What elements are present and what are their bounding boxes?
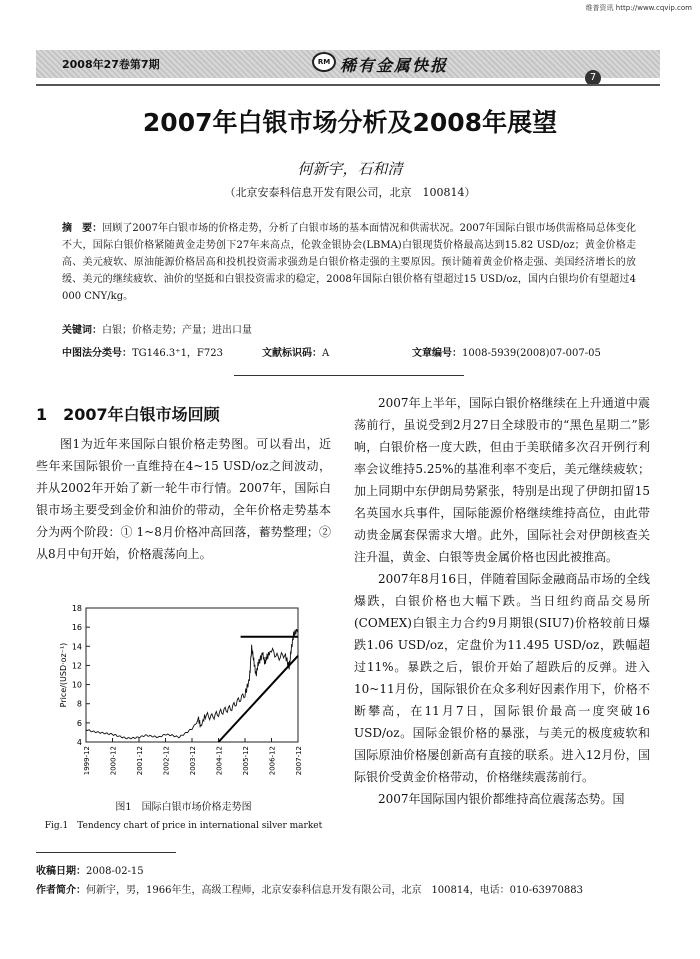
authors: 何新宇，石和清: [297, 160, 403, 178]
plot-frame: [86, 608, 298, 742]
abstract-text: 回顾了2007年白银市场的价格走势，分析了白银市场的基本面情况和供需状况。2007年国际白银市场供需格局总体变化不大，国际白银价格紧随黄金走势创下27年来高点，伦敦金银协会(LBMA)白银现货价格最高达到15.82 USD/oz；黄金价格走高、美元疲软、原油能源价格居高和投机投资需求强劲是白银价格走强的主要原因。预计随着黄金价格走强、美国经济增长的放缓、美元的继续疲软、油价的坚挺和白银投资需求的稳定，2008年国际白银价格有望超过15 USD/oz，国内白银均价有望超过4 000 CNY/kg。: [62, 223, 636, 302]
x-tick-label: 2000-12: [109, 746, 118, 776]
abstract-divider: [234, 375, 464, 376]
x-tick-label: 2007-12: [295, 746, 303, 776]
article-number: [412, 344, 601, 359]
journal-name: 稀有金属快报: [340, 56, 449, 75]
support-line: [219, 656, 299, 742]
x-tick-label: 2001-12: [136, 746, 144, 776]
y-tick-label: 4: [76, 738, 82, 747]
price-series-line: [86, 629, 298, 739]
y-tick-label: 14: [71, 642, 82, 652]
received-label: 收稿日期：: [36, 866, 86, 877]
x-tick-label: 2005-12: [242, 746, 250, 776]
figure-caption-en: Fig.1 Tendency chart of price in international silver market: [44, 821, 323, 831]
footnote-rule: [36, 852, 176, 853]
affiliation: （北京安泰科信息开发有限公司，北京 100814）: [224, 186, 476, 199]
author-bio-text: 何新宇，男，1966年生，高级工程师，北京安泰科信息开发有限公司，北京 100814，电话：010-63970883: [86, 885, 583, 896]
author-bio-label: 作者简介：: [36, 885, 86, 896]
y-tick-label: 18: [71, 604, 82, 613]
keywords: [62, 321, 252, 336]
y-tick-label: 6: [76, 718, 82, 728]
figure-caption-cn: 图1 国际白银市场价格走势图: [115, 802, 252, 813]
issue-label: 2008年27卷第7期: [62, 58, 160, 71]
paragraph-1: 2007年上半年，国际白银价格继续在上升通道中震荡前行，虽说受到2月27日全球股市的“黑色星期二”影响，白银价格一度大跌，但由于美联储多次召开例行利率会议维持5.25%的基准利率不变后，美元继续疲软；加上同期中东伊朗局势紧张，特别是出现了伊朗扣留15名英国水兵事件，国际能源价格继续维持高位，由此带动贵金属套保需求大增。此外，国际社会对伊朗核查关注升温，黄金、白银等贵金属价格也因此被推高。: [354, 396, 650, 564]
x-tick-label: 2006-12: [268, 746, 277, 776]
article-no-value: 1008-5939(2008)07-007-05: [462, 348, 601, 359]
watermark: 维普资讯 http://www.cqvip.com: [585, 4, 692, 12]
article-no-label: 文章编号：: [412, 348, 462, 359]
right-column: [354, 392, 650, 810]
keywords-text: 白银；价格走势；产量；进出口量: [102, 325, 252, 336]
received-value: 2008-02-15: [86, 866, 144, 877]
clc-label: 中图法分类号：: [62, 348, 132, 359]
paragraph-3: 2007年国际国内银价都维持高位震荡态势。国: [378, 792, 625, 806]
y-tick-label: 10: [71, 680, 82, 690]
document-code: [262, 344, 329, 359]
abstract-label: 摘 要：: [62, 223, 103, 234]
doc-code-value: A: [322, 348, 330, 359]
section-paragraph: 图1为近年来国际白银价格走势图。可以看出，近些年来国际银价一直维持在4~15 USD/oz之间波动，并从2002年开始了新一轮牛市行情。2007年，国际白银市场主要受到金价和油价的带动，全年价格走势基本分为两个阶段：① 1~8月价格冲高回落，蓄势整理；② 从8月中旬开始，价格震荡向上。: [36, 437, 331, 561]
journal-logo-icon: RM: [312, 52, 336, 72]
y-tick-label: 16: [71, 623, 82, 633]
paragraph-2: 2007年8月16日，伴随着国际金融商品市场的全线爆跌，白银价格也大幅下跌。当日纽约商品交易所(COMEX)白银主力合约9月期银(SIU7)价格较前日爆跌1.06 USD/oz，定盘价为11.495 USD/oz，跌幅超过11%。暴跌之后，银价开始了超跌后的反弹。进入10~11月份，国际银价在众多利好因素作用下，价格不断攀高，在11月7日，国际银价最高一度突破16 USD/oz。国际金银价格的暴涨，与美元的极度疲软和国际原油价格屡创新高有直接的联系。进入12月份，国际银价受黄金价格带动，价格继续震荡前行。: [354, 572, 650, 784]
x-tick-label: 2004-12: [215, 746, 224, 776]
clc-code: [62, 344, 223, 359]
section-heading: 1 2007年白银市场回顾: [36, 405, 220, 424]
author-bio: [36, 881, 583, 896]
received-date: [36, 862, 144, 877]
price-chart: [56, 600, 316, 792]
x-tick-label: 2002-12: [162, 746, 171, 776]
article-title: 2007年白银市场分析及2008年展望: [142, 108, 558, 137]
y-axis-label: Price/(USD·oz⁻¹): [59, 642, 68, 708]
y-tick-label: 12: [71, 661, 82, 671]
clc-value: TG146.3⁺1，F723: [132, 348, 223, 359]
doc-code-label: 文献标识码：: [262, 348, 322, 359]
header-rule: [36, 84, 660, 86]
x-tick-label: 1999-12: [83, 746, 91, 776]
page-number: 7: [585, 70, 601, 86]
y-tick-label: 8: [76, 699, 82, 709]
x-tick-label: 2003-12: [189, 746, 197, 776]
keywords-label: 关键词：: [62, 325, 102, 336]
abstract: [62, 220, 636, 305]
